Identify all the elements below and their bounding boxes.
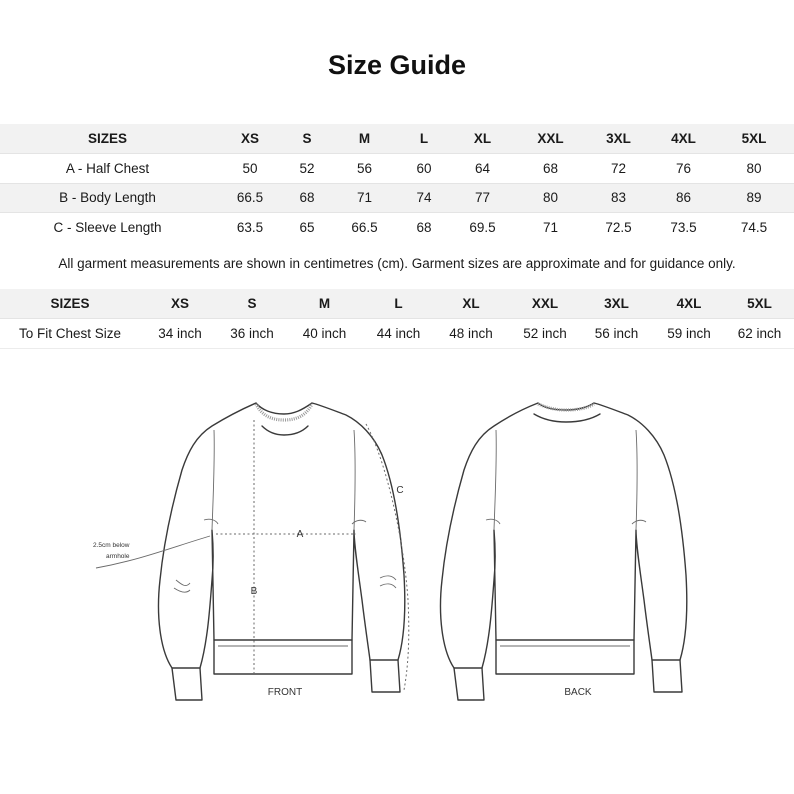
table-cell: 63.5 — [215, 213, 285, 242]
table-cell: 65 — [285, 213, 329, 242]
table-cell: 52 inch — [510, 319, 580, 349]
table-cell: 74.5 — [714, 213, 794, 242]
table-header-row — [0, 289, 794, 319]
sweatshirt-diagram — [0, 385, 794, 715]
table-header-row — [0, 124, 794, 153]
table-cell: 44 inch — [365, 319, 432, 349]
table-cell: 89 — [714, 183, 794, 213]
table-cell: 71 — [329, 183, 400, 213]
size-header: XXL — [510, 289, 580, 319]
table-cell: 66.5 — [215, 183, 285, 213]
label-b: B — [250, 586, 258, 597]
size-header: XL — [448, 124, 517, 153]
size-header: 5XL — [714, 124, 794, 153]
table-cell: 66.5 — [329, 213, 400, 242]
row-label: A - Half Chest — [0, 153, 215, 183]
label-a: A — [296, 529, 304, 540]
table-row — [0, 319, 794, 349]
table-cell: 56 inch — [580, 319, 653, 349]
table-cell: 74 — [400, 183, 448, 213]
size-header: 4XL — [653, 289, 725, 319]
table-cell: 68 — [400, 213, 448, 242]
table-cell: 50 — [215, 153, 285, 183]
table-cell: 59 inch — [653, 319, 725, 349]
size-header: S — [285, 124, 329, 153]
size-header: S — [220, 289, 284, 319]
column-header: SIZES — [0, 124, 215, 153]
table-row — [0, 153, 794, 183]
row-label: C - Sleeve Length — [0, 213, 215, 242]
table-cell: 80 — [517, 183, 584, 213]
table-cell: 72.5 — [584, 213, 653, 242]
table-cell: 48 inch — [432, 319, 510, 349]
table-cell: 76 — [653, 153, 714, 183]
table-cell: 60 — [400, 153, 448, 183]
label-c: C — [396, 485, 404, 496]
table-cell: 62 inch — [725, 319, 794, 349]
measurement-note: All garment measurements are shown in centimetres (cm). Garment sizes are approximate and for guidance only. — [58, 256, 736, 271]
armhole-note-line1: 2.5cm below — [93, 542, 130, 549]
size-header: L — [365, 289, 432, 319]
page-title: Size Guide — [327, 50, 467, 80]
size-header: M — [284, 289, 365, 319]
garment-measurements-table — [0, 124, 794, 242]
table-cell: 64 — [448, 153, 517, 183]
size-header: XS — [215, 124, 285, 153]
table-cell: 52 — [285, 153, 329, 183]
row-label: To Fit Chest Size — [0, 319, 140, 349]
table-cell: 40 inch — [284, 319, 365, 349]
size-header: 4XL — [653, 124, 714, 153]
front-sweatshirt — [96, 403, 409, 700]
table-cell: 71 — [517, 213, 584, 242]
row-label: B - Body Length — [0, 183, 215, 213]
size-header: XXL — [517, 124, 584, 153]
table-cell: 68 — [517, 153, 584, 183]
table-cell: 56 — [329, 153, 400, 183]
table-cell: 72 — [584, 153, 653, 183]
armhole-note-line2: armhole — [106, 553, 130, 560]
table-cell: 77 — [448, 183, 517, 213]
size-header: XL — [432, 289, 510, 319]
table-cell: 68 — [285, 183, 329, 213]
size-header: 5XL — [725, 289, 794, 319]
back-sweatshirt — [441, 403, 687, 700]
size-header: L — [400, 124, 448, 153]
table-cell: 83 — [584, 183, 653, 213]
table-row — [0, 183, 794, 213]
table-cell: 73.5 — [653, 213, 714, 242]
front-label: FRONT — [267, 687, 303, 698]
size-header: XS — [140, 289, 220, 319]
table-cell: 69.5 — [448, 213, 517, 242]
table-cell: 34 inch — [140, 319, 220, 349]
table-cell: 36 inch — [220, 319, 284, 349]
column-header: SIZES — [0, 289, 140, 319]
fit-chest-table — [0, 289, 794, 349]
back-label: BACK — [564, 687, 592, 698]
size-header: M — [329, 124, 400, 153]
size-header: 3XL — [580, 289, 653, 319]
table-cell: 80 — [714, 153, 794, 183]
size-header: 3XL — [584, 124, 653, 153]
table-row — [0, 213, 794, 242]
table-cell: 86 — [653, 183, 714, 213]
